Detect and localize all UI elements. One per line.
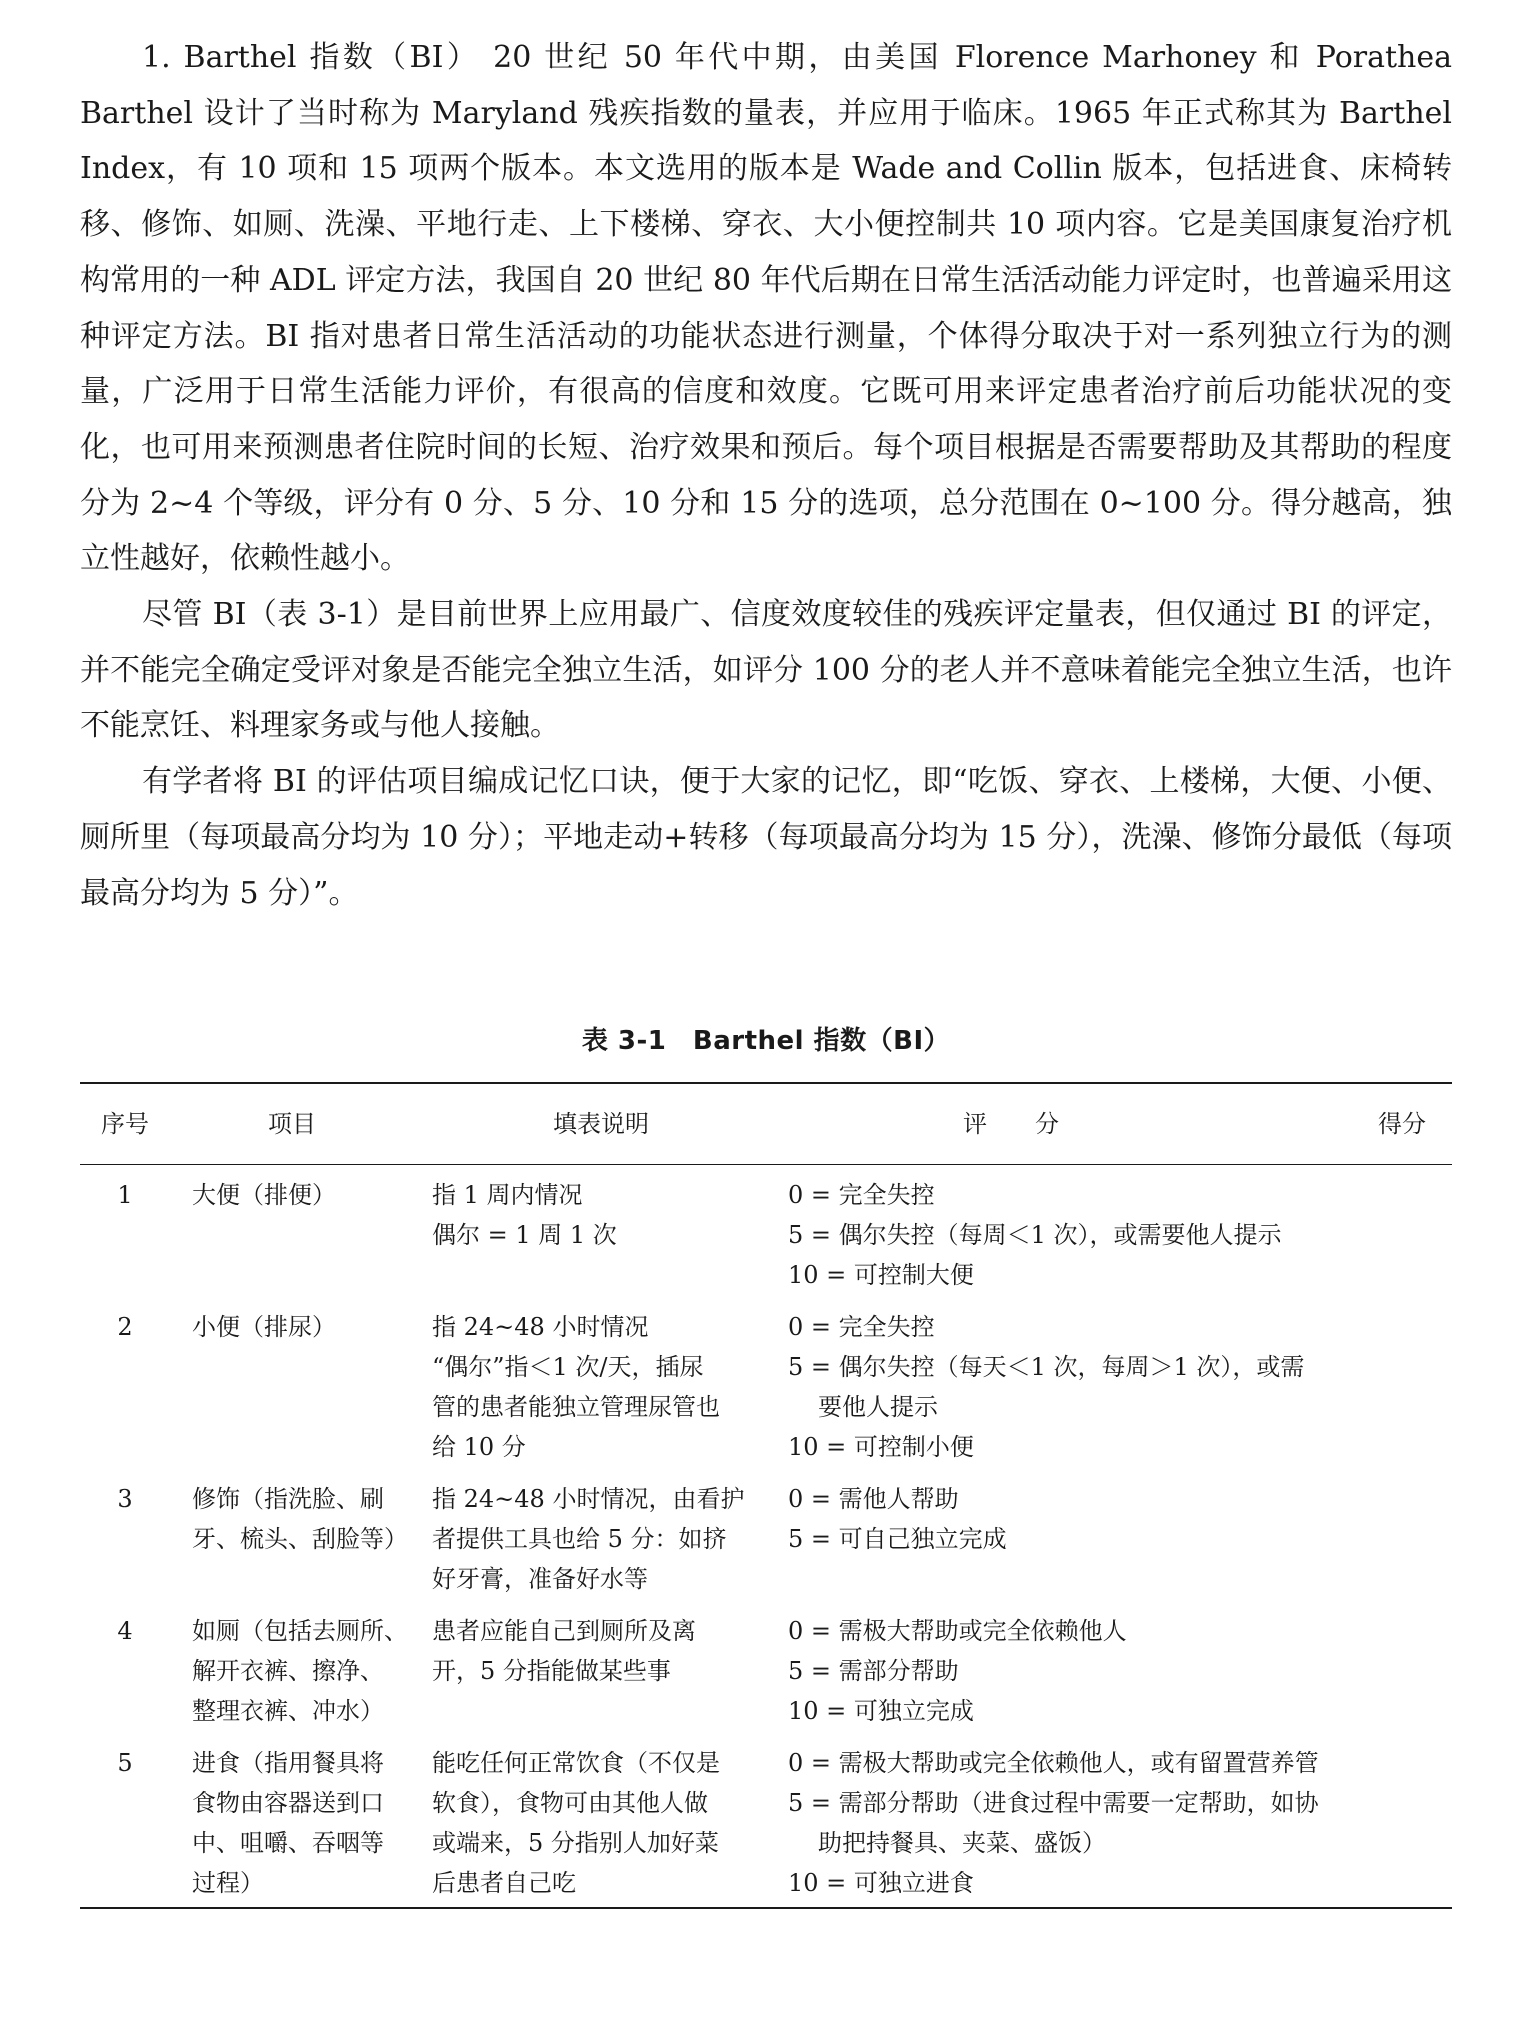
item-line: 整理衣裤、冲水） xyxy=(192,1697,384,1725)
desc-line: 指 1 周内情况 xyxy=(432,1181,583,1209)
desc-line: 软食），食物可由其他人做 xyxy=(432,1789,708,1817)
row-score-obtained[interactable] xyxy=(1324,1743,1452,1908)
score-line: 5 = 可自己独立完成 xyxy=(788,1525,1007,1553)
paragraph-barthel-intro: 1. Barthel 指数（BI） 20 世纪 50 年代中期，由美国 Florence Marhoney 和 Porathea Barthel 设计了当时称为 Maryland 残疾指数的量表，并应用于临床。1965 年正式称其为 Barthel Index，有 10 项和 15 项两个版本。本文选用的版本是 Wade and Collin 版本，包括进食、床椅转移、修饰、如厕、洗澡、平地行走、上下楼梯、穿衣、大小便控制共 10 项内容。它是美国康复治疗机构常用的一种 ADL 评定方法，我国自 20 世纪 80 年代后期在日常生活活动能力评定时，也普遍采用这种评定方法。BI 指对患者日常生活活动的功能状态进行测量，个体得分取决于对一系列独立行为的测量，广泛用于日常生活能力评价，有很高的信度和效度。它既可用来评定患者治疗前后功能状况的变化，也可用来预测患者住院时间的长短、治疗效果和预后。每个项目根据是否需要帮助及其帮助的程度分为 2~4 个等级，评分有 0 分、5 分、10 分和 15 分的选项，总分范围在 0~100 分。得分越高，独立性越好，依赖性越小。 xyxy=(80,40,1452,577)
row-score xyxy=(788,1611,1324,1743)
row-score-obtained[interactable] xyxy=(1324,1611,1452,1743)
row-item xyxy=(170,1611,432,1743)
item-line: 过程） xyxy=(192,1869,264,1897)
paragraph-bi-limitation: 尽管 BI（表 3-1）是目前世界上应用最广、信度效度较佳的残疾评定量表，但仅通过 BI 的评定，并不能完全确定受评对象是否能完全独立生活，如评分 100 分的老人并不意味着能完全独立生活，也许不能烹饪、料理家务或与他人接触。 xyxy=(80,597,1452,744)
row-desc xyxy=(432,1307,788,1479)
item-line: 牙、梳头、刮脸等） xyxy=(192,1525,408,1553)
desc-line: 后患者自己吃 xyxy=(432,1869,576,1897)
paragraph-bi-mnemonic: 有学者将 BI 的评估项目编成记忆口诀，便于大家的记忆，即“吃饭、穿衣、上楼梯，大便、小便、厕所里（每项最高分均为 10 分）；平地走动+转移（每项最高分均为 15 分），洗澡、修饰分最低（每项最高分均为 5 分）”。 xyxy=(80,764,1452,911)
score-line: 5 = 偶尔失控（每天＜1 次，每周＞1 次），或需要他人提示 xyxy=(788,1353,1305,1421)
table-row xyxy=(80,1479,1452,1611)
desc-line: “偶尔”指＜1 次/天，插尿 xyxy=(432,1353,704,1381)
row-score xyxy=(788,1165,1324,1308)
row-number: 2 xyxy=(117,1313,133,1341)
row-score xyxy=(788,1479,1324,1611)
row-number: 3 xyxy=(117,1485,133,1513)
table-row xyxy=(80,1165,1452,1308)
desc-line: 管的患者能独立管理尿管也 xyxy=(432,1393,720,1421)
score-line: 5 = 需部分帮助（进食过程中需要一定帮助，如协助把持餐具、夹菜、盛饭） xyxy=(788,1789,1319,1857)
desc-line: 好牙膏，准备好水等 xyxy=(432,1565,648,1593)
desc-line: 者提供工具也给 5 分：如挤 xyxy=(432,1525,727,1553)
item-line: 解开衣裤、擦净、 xyxy=(192,1657,384,1685)
header-item: 项目 xyxy=(268,1110,316,1138)
score-line: 5 = 需部分帮助 xyxy=(788,1657,959,1685)
header-score: 评 分 xyxy=(963,1110,1059,1138)
desc-line: 患者应能自己到厕所及离 xyxy=(432,1617,696,1645)
score-line: 0 = 需他人帮助 xyxy=(788,1485,959,1513)
row-number: 4 xyxy=(117,1617,133,1645)
item-line: 中、咀嚼、吞咽等 xyxy=(192,1829,384,1857)
item-line: 小便（排尿） xyxy=(192,1313,336,1341)
row-score xyxy=(788,1307,1324,1479)
row-desc xyxy=(432,1479,788,1611)
table-row xyxy=(80,1307,1452,1479)
item-line: 如厕（包括去厕所、 xyxy=(192,1617,408,1645)
header-desc: 填表说明 xyxy=(553,1110,649,1138)
header-got: 得分 xyxy=(1378,1110,1426,1138)
row-item xyxy=(170,1307,432,1479)
table-header-row xyxy=(80,1083,1452,1165)
row-item xyxy=(170,1479,432,1611)
row-number: 1 xyxy=(117,1181,133,1209)
row-desc xyxy=(432,1743,788,1908)
item-line: 修饰（指洗脸、刷 xyxy=(192,1485,384,1513)
row-score xyxy=(788,1743,1324,1908)
row-number: 5 xyxy=(117,1749,133,1777)
table-row xyxy=(80,1611,1452,1743)
score-line: 10 = 可独立完成 xyxy=(788,1697,974,1725)
barthel-index-table xyxy=(80,1082,1452,1909)
score-line: 0 = 需极大帮助或完全依赖他人，或有留置营养管 xyxy=(788,1749,1319,1777)
row-score-obtained[interactable] xyxy=(1324,1165,1452,1308)
desc-line: 能吃任何正常饮食（不仅是 xyxy=(432,1749,720,1777)
table-title: 表 3-1 Barthel 指数（BI） xyxy=(581,1026,951,1056)
desc-line: 或端来，5 分指别人加好菜 xyxy=(432,1829,719,1857)
desc-line: 开，5 分指能做某些事 xyxy=(432,1657,671,1685)
row-desc xyxy=(432,1165,788,1308)
table-body xyxy=(80,1165,1452,1909)
row-item xyxy=(170,1743,432,1908)
score-line: 0 = 完全失控 xyxy=(788,1313,935,1341)
desc-line: 指 24~48 小时情况，由看护 xyxy=(432,1485,745,1513)
score-line: 10 = 可控制大便 xyxy=(788,1261,974,1289)
desc-line: 偶尔 = 1 周 1 次 xyxy=(432,1221,617,1249)
desc-line: 指 24~48 小时情况 xyxy=(432,1313,649,1341)
score-line: 0 = 完全失控 xyxy=(788,1181,935,1209)
score-line: 10 = 可独立进食 xyxy=(788,1869,974,1897)
document-page xyxy=(80,30,1452,1897)
score-line: 10 = 可控制小便 xyxy=(788,1433,974,1461)
item-line: 大便（排便） xyxy=(192,1181,336,1209)
item-line: 食物由容器送到口 xyxy=(192,1789,384,1817)
row-desc xyxy=(432,1611,788,1743)
row-score-obtained[interactable] xyxy=(1324,1479,1452,1611)
item-line: 进食（指用餐具将 xyxy=(192,1749,384,1777)
row-item xyxy=(170,1165,432,1308)
score-line: 5 = 偶尔失控（每周＜1 次），或需要他人提示 xyxy=(788,1221,1282,1249)
score-line: 0 = 需极大帮助或完全依赖他人 xyxy=(788,1617,1127,1645)
header-no: 序号 xyxy=(101,1110,149,1138)
row-score-obtained[interactable] xyxy=(1324,1307,1452,1479)
table-row xyxy=(80,1743,1452,1908)
desc-line: 给 10 分 xyxy=(432,1433,526,1461)
